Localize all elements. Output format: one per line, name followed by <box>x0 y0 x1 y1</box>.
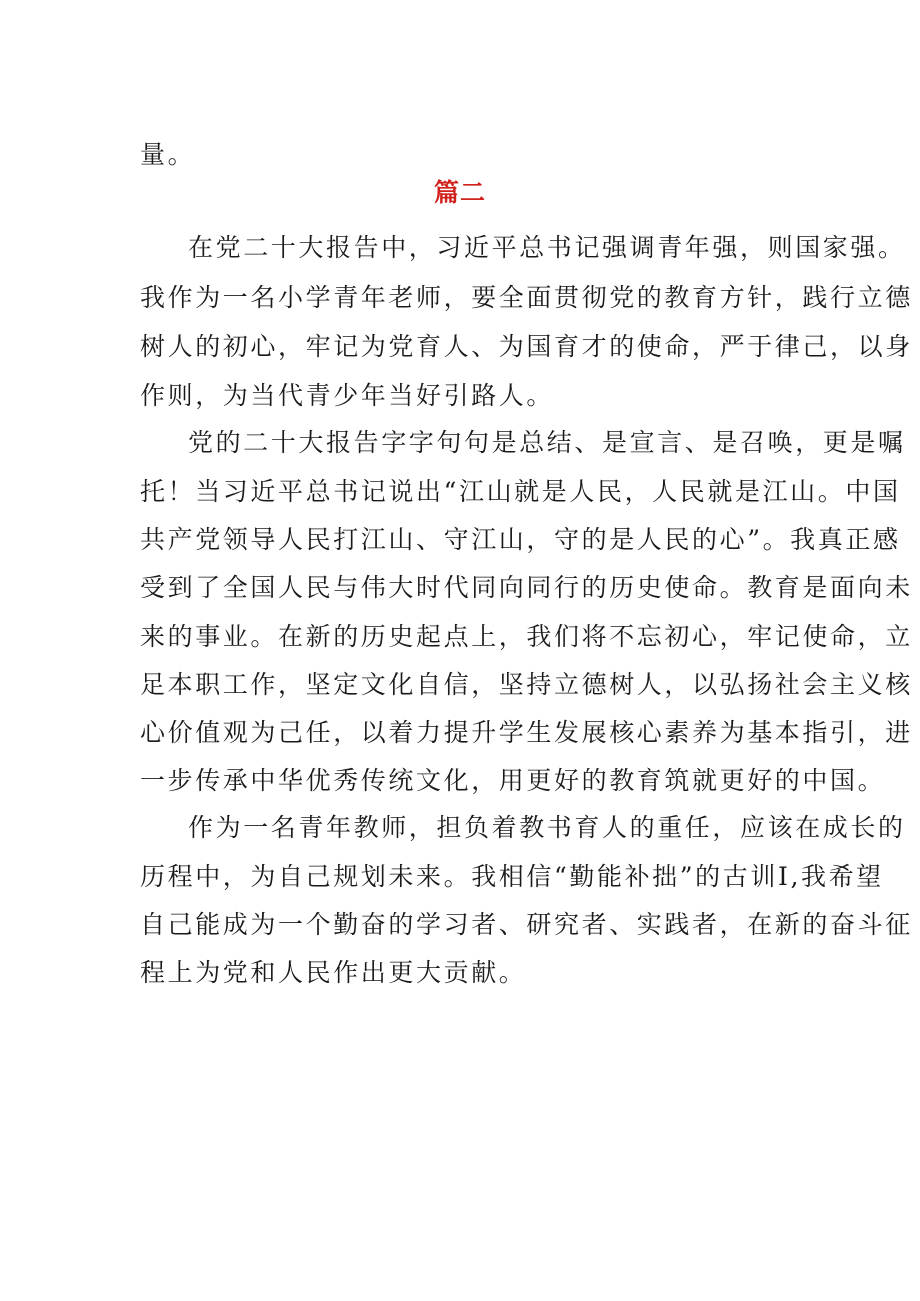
paragraph-line: 作则，为当代青少年当好引路人。 <box>140 381 555 410</box>
paragraph-line: 自己能成为一个勤奋的学习者、研究者、实践者，在新的奋斗征 <box>140 910 913 939</box>
continuation-text: 量。 <box>140 140 196 169</box>
paragraph-line: 共产党领导人民打江山、守江山，守的是人民的心”。我真正感 <box>140 525 901 554</box>
paragraph-line: 作为一名青年教师，担负着教书育人的重任，应该在成长的 <box>188 813 906 842</box>
paragraph-line: 来的事业。在新的历史起点上，我们将不忘初心，牢记使命，立 <box>140 622 913 651</box>
paragraph-line: 在党二十大报告中，习近平总书记强调青年强，则国家强。 <box>188 233 906 262</box>
paragraph-line: 足本职工作，坚定文化自信，坚持立德树人，以弘扬社会主义核 <box>140 670 913 699</box>
paragraph-line: 一步传承中华优秀传统文化，用更好的教育筑就更好的中国。 <box>140 766 886 795</box>
section-heading: 篇二 <box>433 178 486 207</box>
paragraph-line: 我作为一名小学青年老师，要全面贯彻党的教育方针，践行立德 <box>140 283 913 312</box>
paragraph-line: 树人的初心，牢记为党育人、为国育才的使命，严于律己，以身 <box>140 332 913 361</box>
paragraph-line: 党的二十大报告字字句句是总结、是宣言、是召唤，更是嘱 <box>188 428 906 457</box>
paragraph-line: 历程中，为自己规划未来。我相信“勤能补拙”的古训I,我希望 <box>140 862 884 891</box>
paragraph-line: 托！当习近平总书记说出“江山就是人民，人民就是江山。中国 <box>140 477 901 506</box>
paragraph-line: 受到了全国人民与伟大时代同向同行的历史使命。教育是面向未 <box>140 573 913 602</box>
paragraph-line: 程上为党和人民作出更大贡献。 <box>140 958 527 987</box>
paragraph-line: 心价值观为己任，以着力提升学生发展核心素养为基本指引，进 <box>140 718 913 747</box>
